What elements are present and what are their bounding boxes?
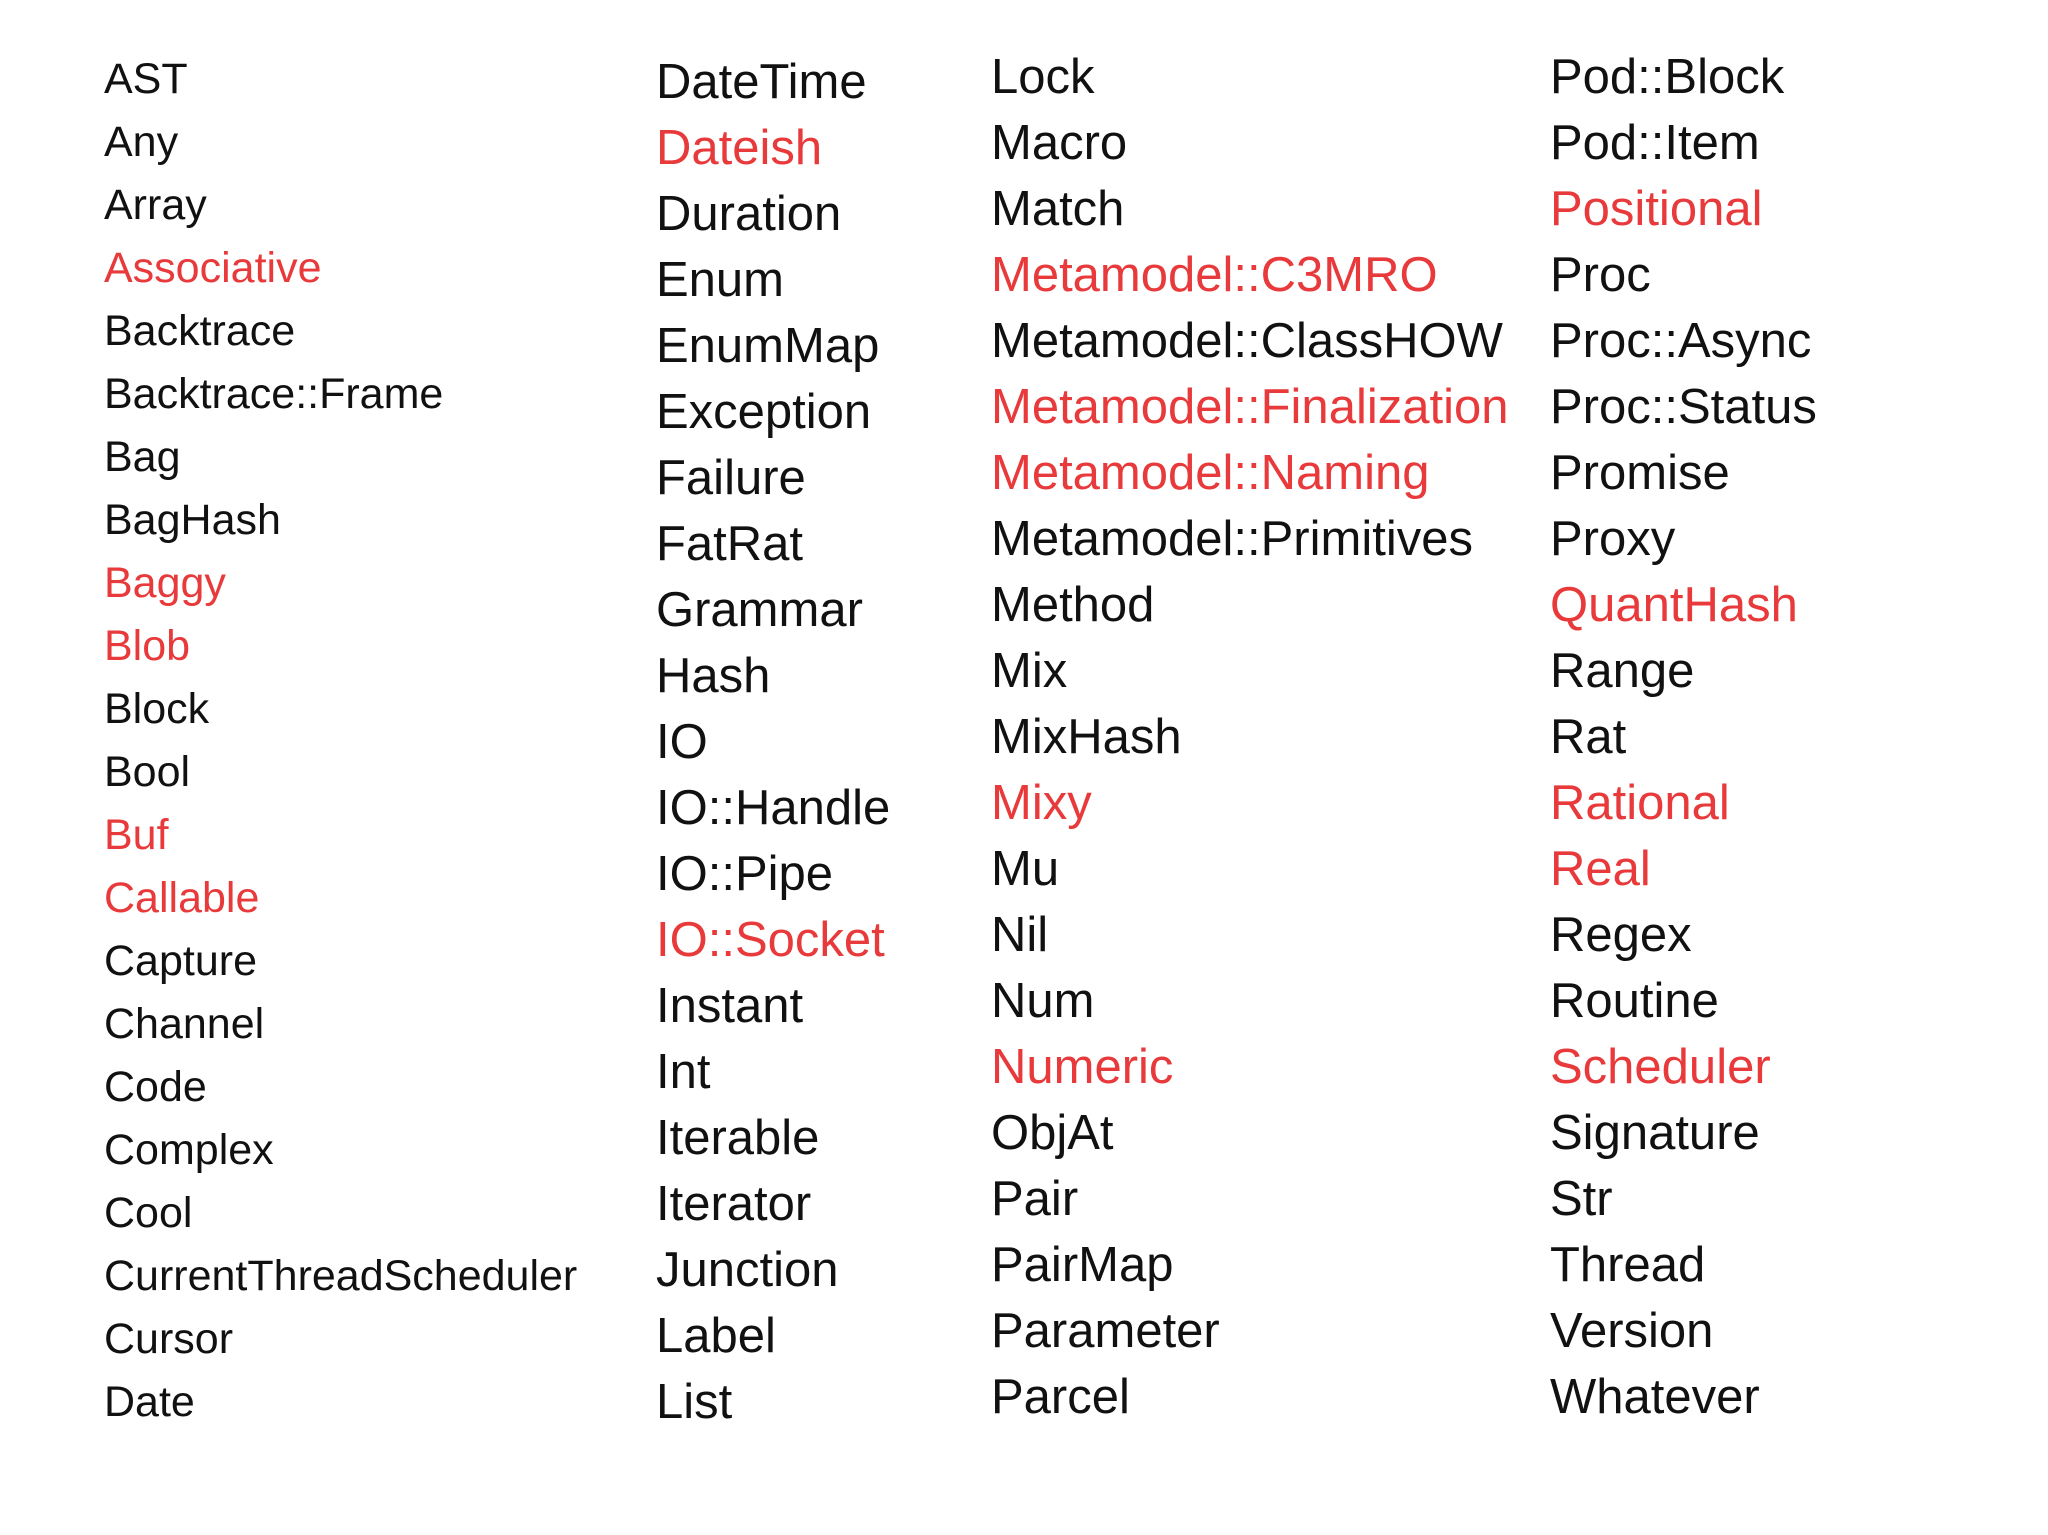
type-name: Routine	[1550, 974, 1719, 1028]
type-name: Callable	[104, 874, 260, 922]
type-name: Proxy	[1550, 512, 1676, 566]
type-name: Proc	[1550, 248, 1651, 302]
type-name: Range	[1550, 644, 1695, 698]
type-name: Junction	[656, 1243, 839, 1297]
type-name: Dateish	[656, 121, 823, 175]
type-name: EnumMap	[656, 319, 880, 373]
type-name: Cursor	[104, 1315, 234, 1363]
type-name: Instant	[656, 979, 804, 1033]
type-name: Real	[1550, 842, 1651, 896]
type-name: CurrentThreadScheduler	[104, 1252, 578, 1300]
type-name: Promise	[1550, 446, 1730, 500]
type-name: Mixy	[991, 776, 1092, 830]
type-name: Whatever	[1550, 1370, 1760, 1424]
type-name: Failure	[656, 451, 806, 505]
type-name: Metamodel::Primitives	[991, 512, 1473, 566]
type-name: Pod::Item	[1550, 116, 1760, 170]
type-name: Macro	[991, 116, 1128, 170]
type-name: Exception	[656, 385, 872, 439]
type-name: Backtrace	[104, 307, 296, 355]
type-name: Duration	[656, 187, 842, 241]
type-name: IO	[656, 715, 708, 769]
type-name: Proc::Async	[1550, 314, 1812, 368]
type-name: Lock	[991, 50, 1095, 104]
type-name: Date	[104, 1378, 195, 1426]
type-name: Parameter	[991, 1304, 1220, 1358]
type-name: Mu	[991, 842, 1060, 896]
type-name: Associative	[104, 244, 322, 292]
type-name: Blob	[104, 622, 191, 670]
type-name: Backtrace::Frame	[104, 370, 444, 418]
type-name: DateTime	[656, 55, 867, 109]
type-name: ObjAt	[991, 1106, 1114, 1160]
type-name: Complex	[104, 1126, 274, 1174]
type-name: Signature	[1550, 1106, 1760, 1160]
type-name: Int	[656, 1045, 711, 1099]
type-name: Iterator	[656, 1177, 812, 1231]
type-name: QuantHash	[1550, 578, 1798, 632]
type-name: IO::Socket	[656, 913, 885, 967]
type-name: Positional	[1550, 182, 1763, 236]
type-name: Capture	[104, 937, 257, 985]
type-name: Parcel	[991, 1370, 1130, 1424]
type-name: MixHash	[991, 710, 1182, 764]
type-name: List	[656, 1375, 733, 1429]
type-name: Code	[104, 1063, 207, 1111]
type-name: Channel	[104, 1000, 265, 1048]
type-name: Nil	[991, 908, 1049, 962]
type-name: Metamodel::Finalization	[991, 380, 1509, 434]
type-name: Label	[656, 1309, 776, 1363]
type-name: Metamodel::Naming	[991, 446, 1430, 500]
type-name: FatRat	[656, 517, 804, 571]
type-name: Rational	[1550, 776, 1730, 830]
type-name: Cool	[104, 1189, 193, 1237]
type-name: Pair	[991, 1172, 1079, 1226]
type-name: Proc::Status	[1550, 380, 1817, 434]
type-name: Array	[104, 181, 207, 229]
type-name: AST	[104, 55, 188, 103]
type-name: Enum	[656, 253, 785, 307]
type-name: Grammar	[656, 583, 863, 637]
type-name: IO::Handle	[656, 781, 891, 835]
type-name: Pod::Block	[1550, 50, 1785, 104]
type-name: Scheduler	[1550, 1040, 1771, 1094]
type-name: Bool	[104, 748, 191, 796]
type-name: Bag	[104, 433, 181, 481]
type-name: Thread	[1550, 1238, 1706, 1292]
type-name: Match	[991, 182, 1125, 236]
type-name: Metamodel::ClassHOW	[991, 314, 1503, 368]
type-name: Any	[104, 118, 179, 166]
type-name: Hash	[656, 649, 771, 703]
type-name: IO::Pipe	[656, 847, 834, 901]
type-name: Method	[991, 578, 1155, 632]
type-name: Mix	[991, 644, 1068, 698]
type-name: BagHash	[104, 496, 281, 544]
type-name: Version	[1550, 1304, 1714, 1358]
type-name: Num	[991, 974, 1095, 1028]
type-name: Iterable	[656, 1111, 820, 1165]
type-name: PairMap	[991, 1238, 1174, 1292]
type-name: Str	[1550, 1172, 1613, 1226]
type-name: Numeric	[991, 1040, 1174, 1094]
type-name: Regex	[1550, 908, 1692, 962]
type-name: Metamodel::C3MRO	[991, 248, 1438, 302]
type-name: Buf	[104, 811, 169, 859]
type-name: Block	[104, 685, 210, 733]
type-name: Rat	[1550, 710, 1627, 764]
type-name: Baggy	[104, 559, 226, 607]
